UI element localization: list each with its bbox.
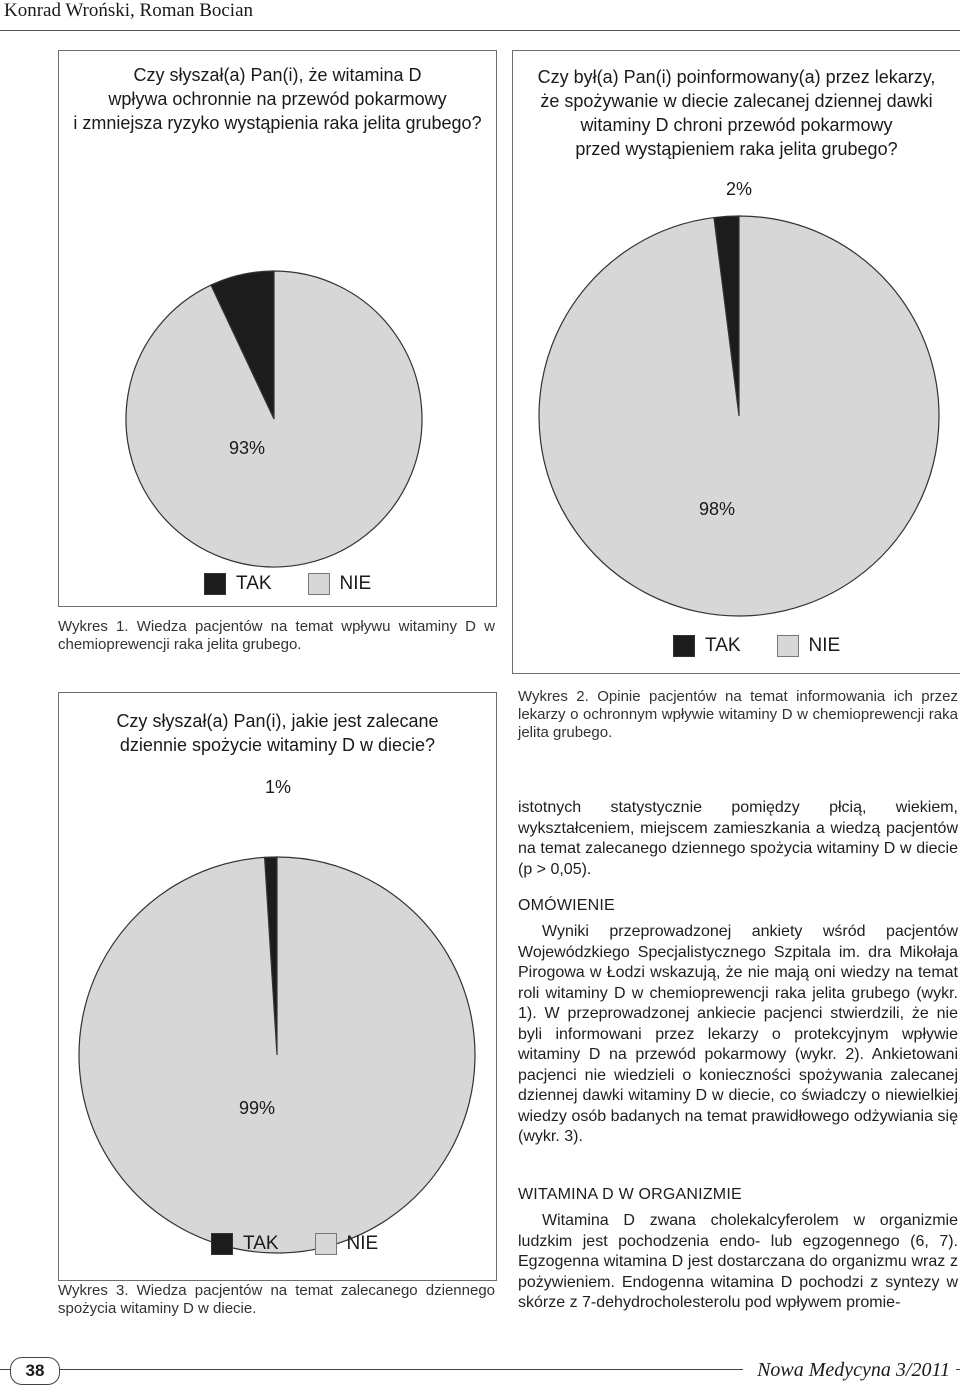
pie-slice-nie — [539, 216, 939, 616]
paragraph-3-text: Witamina D zwana cholekalcyferolem w organizmie ludzkim jest pochodzenia endo- lub egzogennego (6, 7). Egzogenna witamina D jest dostarczana do organizmu wraz z pożywieniem. Endogenna witamina D pochodzi z syntezy w skórze z 7-dehydrocholesterolu pod wpływem promie- — [518, 1212, 958, 1311]
chart-2-title-line-1: Czy był(a) Pan(i) poinformowany(a) przez lekarzy, — [537, 67, 936, 87]
chart-3-title-line-1: Czy słyszał(a) Pan(i), jakie jest zalecane — [116, 711, 439, 731]
chart-1-pie — [59, 51, 496, 606]
chart-3-legend — [211, 1233, 378, 1255]
paragraph-2-text: Wyniki przeprowadzonej ankiety wśród pacjentów Wojewódzkiego Specjalistycznego Szpitala im. dra Mikołaja Pirogowa w Łodzi wskazują, że nie mają oni wiedzy na temat roli witaminy D w chemioprewencji raka jelita grubego (wykr. 1). W przeprowadzonej ankiecie pacjenci stwierdzili, że nie byli informowani przez lekarzy o protekcyjnym wpływie witaminy D na przewód pokarmowy (wykr. 2). Ankietowani pacjenci nie wiedzieli o konieczności spożywania zalecanej dziennej dawki witaminy D w diecie, co świadczy o niewielkiej wiedzy osób badanych na temat prawidłowego odżywiania się (wykr. 3). — [518, 923, 958, 1145]
chart-1-box — [58, 50, 497, 607]
figure-2-caption: Wykres 2. Opinie pacjentów na temat informowania ich przez lekarzy o ochronnym wpływie witaminy D w chemioprewencji raka jelita grubego. — [518, 688, 958, 741]
section-heading-witamina: WITAMINA D W ORGANIZMIE — [518, 1186, 742, 1203]
body-paragraph-1 — [518, 798, 958, 880]
body-paragraph-2 — [518, 922, 958, 1148]
pie-label-tak: 7% — [237, 181, 264, 201]
pie-label-nie: 98% — [699, 499, 736, 519]
pie-label-nie: 93% — [229, 438, 266, 458]
chart-1-title-line-3: i zmniejsza ryzyko wystąpienia raka jelita grubego? — [73, 113, 482, 133]
legend-label-tak: TAK — [243, 1233, 279, 1254]
page-number: 38 — [10, 1357, 60, 1385]
legend-label-nie: NIE — [339, 573, 372, 594]
paragraph-1-text: istotnych statystycznie pomiędzy płcią, wiekiem, wykształceniem, miejscem zamieszkania a wiedzą pacjentów na temat zalecanego dziennego spożycia witaminy D w diecie (p > 0,05). — [518, 799, 958, 878]
chart-2-pie — [513, 51, 960, 673]
chart-3-title-line-2: dziennie spożycie witaminy D w diecie? — [119, 735, 436, 755]
figure-3-caption: Wykres 3. Wiedza pacjentów na temat zalecanego dziennego spożycia witaminy D w diecie. — [58, 1282, 495, 1317]
legend-swatch-tak — [673, 635, 695, 657]
pie-label-tak: 2% — [726, 179, 753, 199]
legend-swatch-nie — [315, 1233, 337, 1255]
legend-label-nie: NIE — [346, 1233, 379, 1254]
section-heading-omowienie: OMÓWIENIE — [518, 897, 615, 914]
pie-slice-nie — [79, 857, 475, 1253]
legend-swatch-tak — [204, 573, 226, 595]
legend-swatch-nie — [777, 635, 799, 657]
chart-1-legend — [204, 573, 371, 595]
pie-label-tak: 1% — [265, 777, 292, 797]
chart-2-legend — [673, 635, 840, 657]
pie-label-nie: 99% — [239, 1098, 276, 1118]
body-paragraph-3 — [518, 1211, 958, 1314]
journal-title: Nowa Medycyna 3/2011 — [743, 1356, 956, 1384]
figure-1-caption: Wykres 1. Wiedza pacjentów na temat wpływu witaminy D w chemioprewencji raka jelita grubego. — [58, 618, 495, 653]
legend-label-tak: TAK — [705, 635, 741, 656]
chart-1-title-line-2: wpływa ochronnie na przewód pokarmowy — [108, 89, 447, 109]
chart-3-box — [58, 692, 497, 1281]
chart-2-title-line-4: przed wystąpieniem raka jelita grubego? — [575, 139, 898, 159]
chart-1-title-line-1: Czy słyszał(a) Pan(i), że witamina D — [133, 65, 422, 85]
legend-swatch-nie — [308, 573, 330, 595]
legend-label-tak: TAK — [236, 573, 272, 594]
legend-label-nie: NIE — [808, 635, 841, 656]
chart-2-title-line-3: witaminy D chroni przewód pokarmowy — [580, 115, 893, 135]
running-head: Konrad Wroński, Roman Bocian — [4, 0, 254, 21]
header-rule — [0, 30, 960, 31]
chart-2-title-line-2: że spożywanie w diecie zalecanej dziennej dawki — [540, 91, 933, 111]
chart-2-box — [512, 50, 960, 674]
pie-slice-nie — [126, 271, 422, 567]
legend-swatch-tak — [211, 1233, 233, 1255]
chart-3-pie — [59, 693, 496, 1280]
